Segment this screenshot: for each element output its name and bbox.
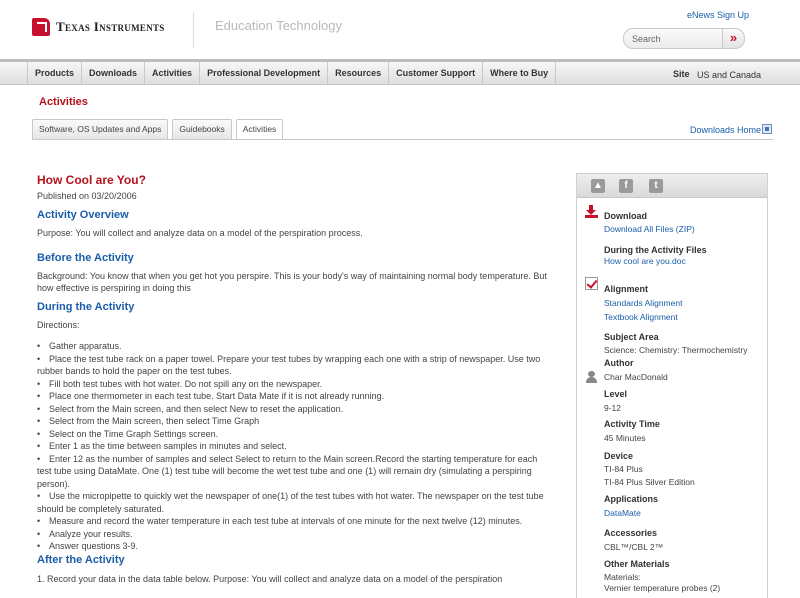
device-label: Device xyxy=(604,451,634,461)
tab-guidebooks[interactable]: Guidebooks xyxy=(172,119,231,139)
standards-alignment-link[interactable]: Standards Alignment xyxy=(604,298,683,308)
brand-name: Texas Instruments xyxy=(56,19,165,34)
nav-resources[interactable]: Resources xyxy=(328,62,389,85)
header-divider xyxy=(193,12,194,48)
after-heading: After the Activity xyxy=(37,553,125,566)
download-label: Download xyxy=(604,211,647,221)
applications-label: Applications xyxy=(604,494,659,504)
nav-products[interactable]: Products xyxy=(27,62,82,85)
list-item: • Gather apparatus. xyxy=(37,341,122,351)
list-item: • Enter 1 as the time between samples in minutes and select. xyxy=(37,441,287,451)
download-tabs xyxy=(32,119,287,140)
list-item: • Select on the Time Graph Settings screen. xyxy=(37,428,219,439)
like-icon[interactable]: ▲ xyxy=(591,179,605,193)
materials-label: Materials: xyxy=(604,572,641,582)
list-item: • Enter 12 as the number of samples and select Select to return to the Main screen.Record the starting temperature for each test tube using DataMate. One (1) test tube will become the wet test tube and one (1) will remain dry (simulating a perspiring person). xyxy=(37,453,538,489)
during-heading: During the Activity xyxy=(37,300,135,313)
list-item: • Answer questions 3-9. xyxy=(37,541,139,551)
nav-activities[interactable]: Activities xyxy=(145,62,200,85)
ti-logo-icon xyxy=(32,18,50,36)
checkmark-icon xyxy=(585,277,598,290)
during-files-label: During the Activity Files xyxy=(604,245,707,255)
alignment-label: Alignment xyxy=(604,284,648,294)
activity-sidebar xyxy=(576,173,768,598)
download-icon xyxy=(585,205,598,218)
article-title: How Cool are You? xyxy=(37,173,146,187)
author-label: Author xyxy=(604,358,634,368)
accessories-label: Accessories xyxy=(604,528,658,538)
search-button[interactable]: » xyxy=(723,28,745,49)
material-value: Vernier temperature probes (2) xyxy=(604,583,721,593)
device-value: TI-84 Plus Silver Edition xyxy=(604,477,695,487)
during-file-link[interactable]: How cool are you.doc xyxy=(604,256,686,266)
twitter-icon[interactable]: t xyxy=(649,179,663,193)
list-item: • Use the micropipette to quickly wet the newspaper of one(1) of the test tubes with hot water. The newspaper on the test tube should be completely saturated. xyxy=(37,491,544,514)
activity-time-label: Activity Time xyxy=(604,419,660,429)
site-selector[interactable]: US and Canada xyxy=(697,70,762,80)
overview-text: Purpose: You will collect and analyze data on a model of the perspiration process. xyxy=(37,228,363,238)
textbook-alignment-link[interactable]: Textbook Alignment xyxy=(604,312,678,322)
accessory-value: CBL™/CBL 2™ xyxy=(604,542,664,552)
product-name: Education Technology xyxy=(215,18,342,33)
author-icon xyxy=(585,371,598,384)
list-item: • Place the test tube rack on a paper towel. Prepare your test tubes by wrapping each one with a strip of newspaper. Use two rubber bands to hold the paper on the test tubes. xyxy=(37,353,541,376)
list-item: • Measure and record the water temperature in each test tube at intervals of one minute for the next twelve (12) minutes. xyxy=(37,516,523,526)
tab-activities[interactable]: Activities xyxy=(236,119,284,140)
enews-signup-link[interactable]: eNews Sign Up xyxy=(687,10,750,20)
tab-divider xyxy=(32,139,774,140)
site-label: Site xyxy=(673,69,690,79)
home-icon[interactable] xyxy=(762,124,772,134)
share-bar xyxy=(577,174,767,198)
list-item: • Place one thermometer in each test tube. Start Data Mate if it is not already running. xyxy=(37,391,385,401)
directions-label: Directions: xyxy=(37,319,80,330)
device-value: TI-84 Plus xyxy=(604,464,643,474)
datamate-link[interactable]: DataMate xyxy=(604,508,641,518)
list-item: • Select from the Main screen, and then select New to reset the application. xyxy=(37,403,344,414)
after-text: 1. Record your data in the data table below. Purpose: You will collect and analyze data on a model of the perspiration xyxy=(37,573,503,584)
other-materials-label: Other Materials xyxy=(604,559,670,569)
section-title: Activities xyxy=(39,96,88,108)
published-date: Published on 03/20/2006 xyxy=(37,191,137,201)
downloads-home-link[interactable]: Downloads Home xyxy=(690,125,762,135)
article xyxy=(37,173,549,585)
nav-professional-development[interactable]: Professional Development xyxy=(200,62,328,85)
before-text: Background: You know that when you get hot you perspire. This is your body's way of maintaining normal body temperature. But how effective is perspiring in doing this xyxy=(37,270,547,293)
tab-software[interactable]: Software, OS Updates and Apps xyxy=(32,119,168,139)
overview-heading: Activity Overview xyxy=(37,209,129,221)
before-heading: Before the Activity xyxy=(37,251,134,264)
nav-downloads[interactable]: Downloads xyxy=(82,62,145,85)
facebook-icon[interactable]: f xyxy=(619,179,633,193)
nav-where-to-buy[interactable]: Where to Buy xyxy=(483,62,556,85)
site-header xyxy=(0,0,800,58)
ti-logo[interactable] xyxy=(32,18,165,36)
main-nav xyxy=(0,59,800,85)
search-input[interactable] xyxy=(623,28,723,49)
nav-customer-support[interactable]: Customer Support xyxy=(389,62,483,85)
list-item: • Select from the Main screen, then select Time Graph xyxy=(37,416,260,426)
level-label: Level xyxy=(604,389,628,399)
level-value: 9-12 xyxy=(604,403,622,413)
list-item: • Analyze your results. xyxy=(37,528,133,539)
activity-time-value: 45 Minutes xyxy=(604,433,646,443)
download-all-link[interactable]: Download All Files (ZIP) xyxy=(604,224,695,234)
list-item: • Fill both test tubes with hot water. Do not spill any on the newspaper. xyxy=(37,378,323,389)
subject-value: Science: Chemistry: Thermochemistry xyxy=(604,345,748,355)
subject-label: Subject Area xyxy=(604,332,659,342)
author-value: Char MacDonald xyxy=(604,372,668,382)
search-placeholder: Search xyxy=(632,34,661,44)
